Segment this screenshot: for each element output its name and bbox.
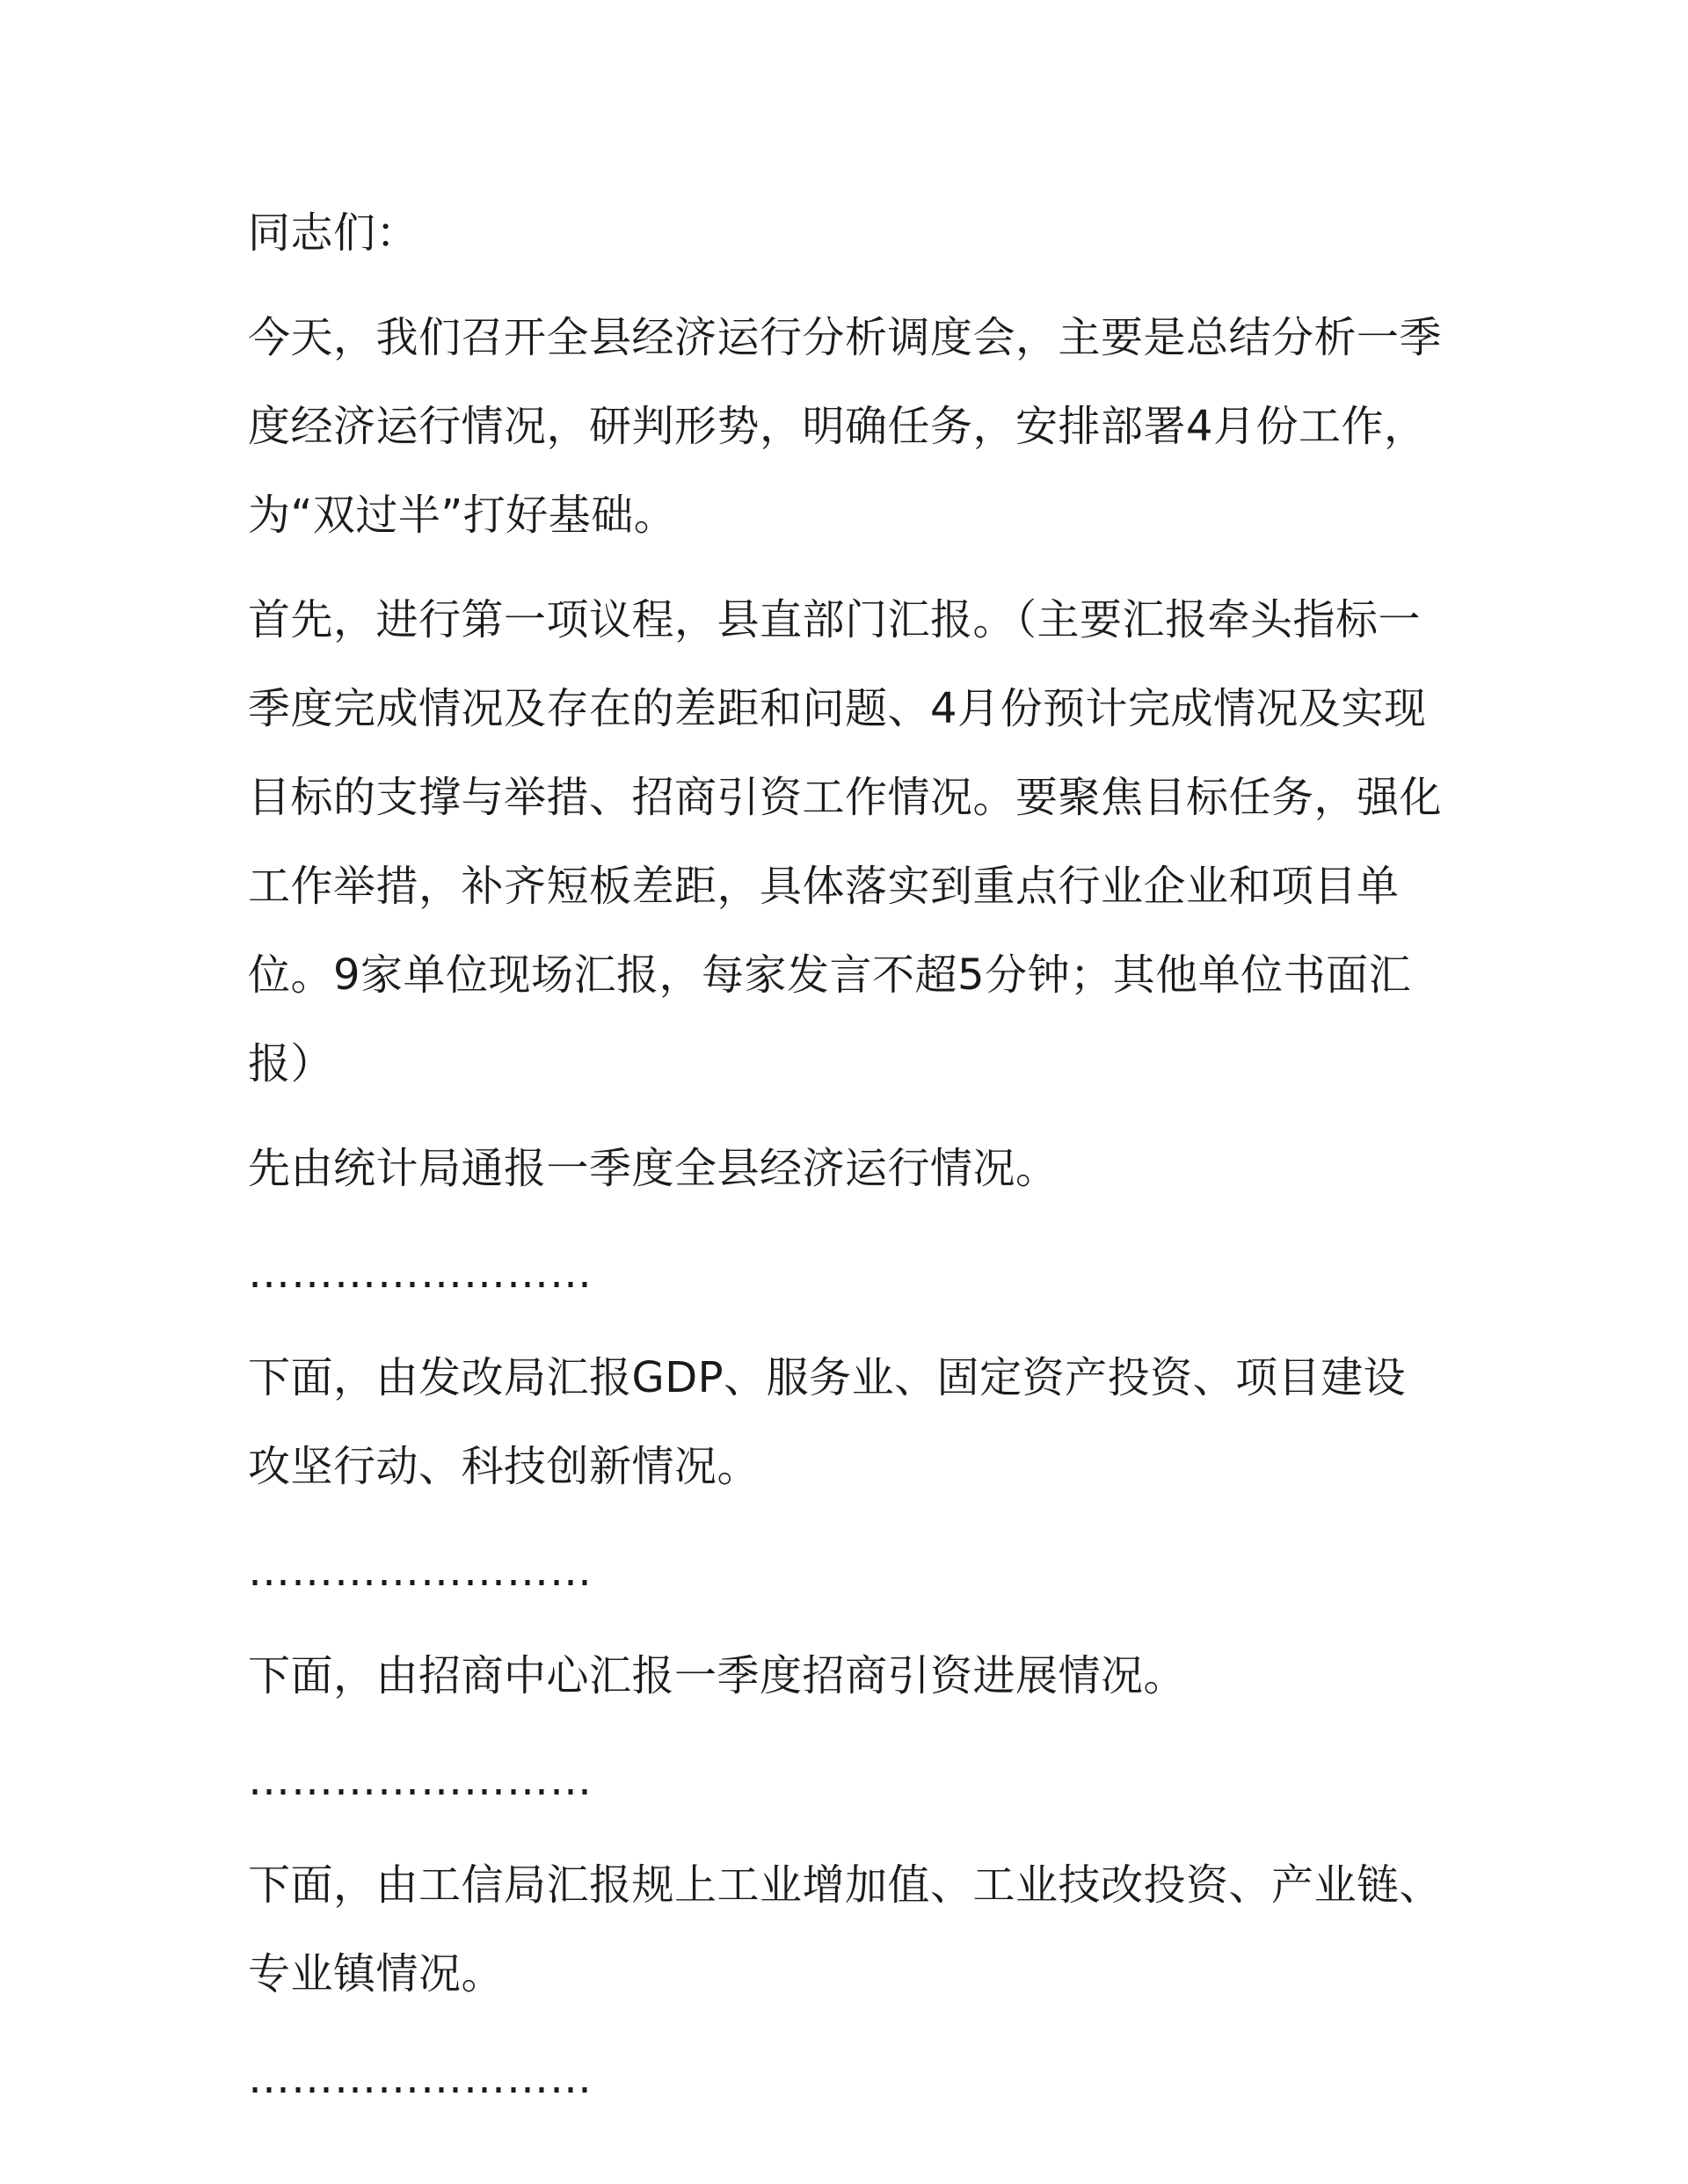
investment-center-report: 下面，由招商中心汇报一季度招商引资进展情况。: [248, 1651, 1187, 1700]
agenda-paragraph: 首先，进行第一项议程，县直部门汇报。（主要汇报牵头指标一季度完成情况及存在的差距和问题、4月份预计完成情况及实现目标的支撑与举措、招商引资工作情况。要聚焦目标任务，强化工作举措，补齐短板差距，具体落实到重点行业企业和项目单位。9家单位现场汇报，每家发言不超5分钟；其他单位书面汇报）: [248, 595, 1443, 1088]
industry-bureau-report: 下面，由工信局汇报规上工业增加值、工业技改投资、产业链、专业镇情况。: [248, 1860, 1443, 1998]
separator-dots: ……………………: [248, 2054, 593, 2103]
separator-dots: ……………………: [248, 1547, 593, 1596]
separator-dots: ……………………: [248, 1756, 593, 1805]
separator-dots: ……………………: [248, 1249, 593, 1298]
opening-paragraph: 今天，我们召开全县经济运行分析调度会，主要是总结分析一季度经济运行情况，研判形势，明确任务，安排部署4月份工作，为“双过半”打好基础。: [248, 313, 1443, 540]
statistics-bureau-paragraph: 先由统计局通报一季度全县经济运行情况。: [248, 1144, 1059, 1193]
salutation: 同志们：: [248, 208, 419, 258]
document-page: [248, 189, 1444, 2139]
development-reform-report: 下面，由发改局汇报GDP、服务业、固定资产投资、项目建设攻坚行动、科技创新情况。: [248, 1353, 1407, 1491]
